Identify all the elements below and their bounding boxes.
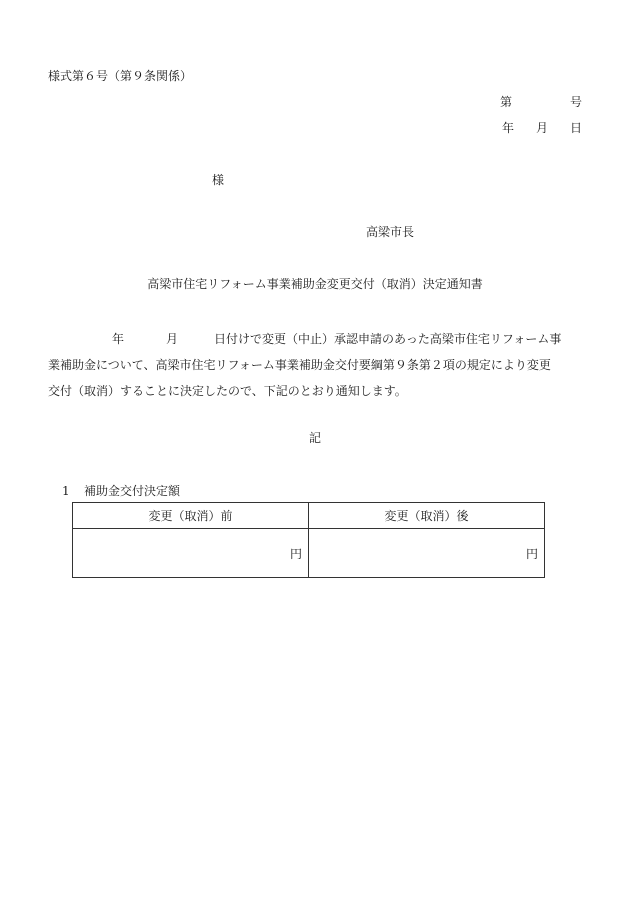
date-year: 年 (501, 121, 514, 135)
body-line-3: 交付（取消）することに決定したので、下記のとおり通知します。 (48, 384, 407, 398)
issue-date-line (502, 122, 582, 134)
number-suffix: 号 (569, 95, 582, 109)
body-month: 月 (166, 332, 179, 346)
header-after: 変更（取消）後 (309, 503, 545, 529)
document-title: 高梁市住宅リフォーム事業補助金変更交付（取消）決定通知書 (147, 277, 483, 291)
form-label: 様式第６号（第９条関係） (48, 69, 193, 83)
body-year: 年 (112, 332, 125, 346)
header-before: 変更（取消）前 (73, 503, 309, 529)
body-line-1-text: 日付けで変更（中止）承認申請のあった高梁市住宅リフォーム事 (214, 332, 562, 346)
document-number-line (500, 96, 582, 108)
amount-after-cell: 円 (309, 529, 545, 578)
item-label: 補助金交付決定額 (84, 484, 181, 498)
body-line-2: 業補助金について、高梁市住宅リフォーム事業補助金交付要綱第９条第２項の規定により変更 (48, 358, 551, 372)
amount-before-cell: 円 (73, 529, 309, 578)
notice-body (48, 326, 584, 404)
date-day: 日 (569, 121, 582, 135)
sender-name: 高梁市長 (366, 225, 415, 239)
number-prefix: 第 (499, 95, 512, 109)
date-month: 月 (535, 121, 548, 135)
body-line-1 (48, 326, 584, 352)
table-value-row (73, 529, 545, 578)
item-number: 1 (62, 484, 70, 498)
table-header-row (73, 503, 545, 529)
addressee-suffix: 様 (212, 173, 225, 187)
ki-heading: 記 (308, 431, 321, 445)
amount-table (72, 502, 545, 578)
item-heading (62, 485, 180, 497)
